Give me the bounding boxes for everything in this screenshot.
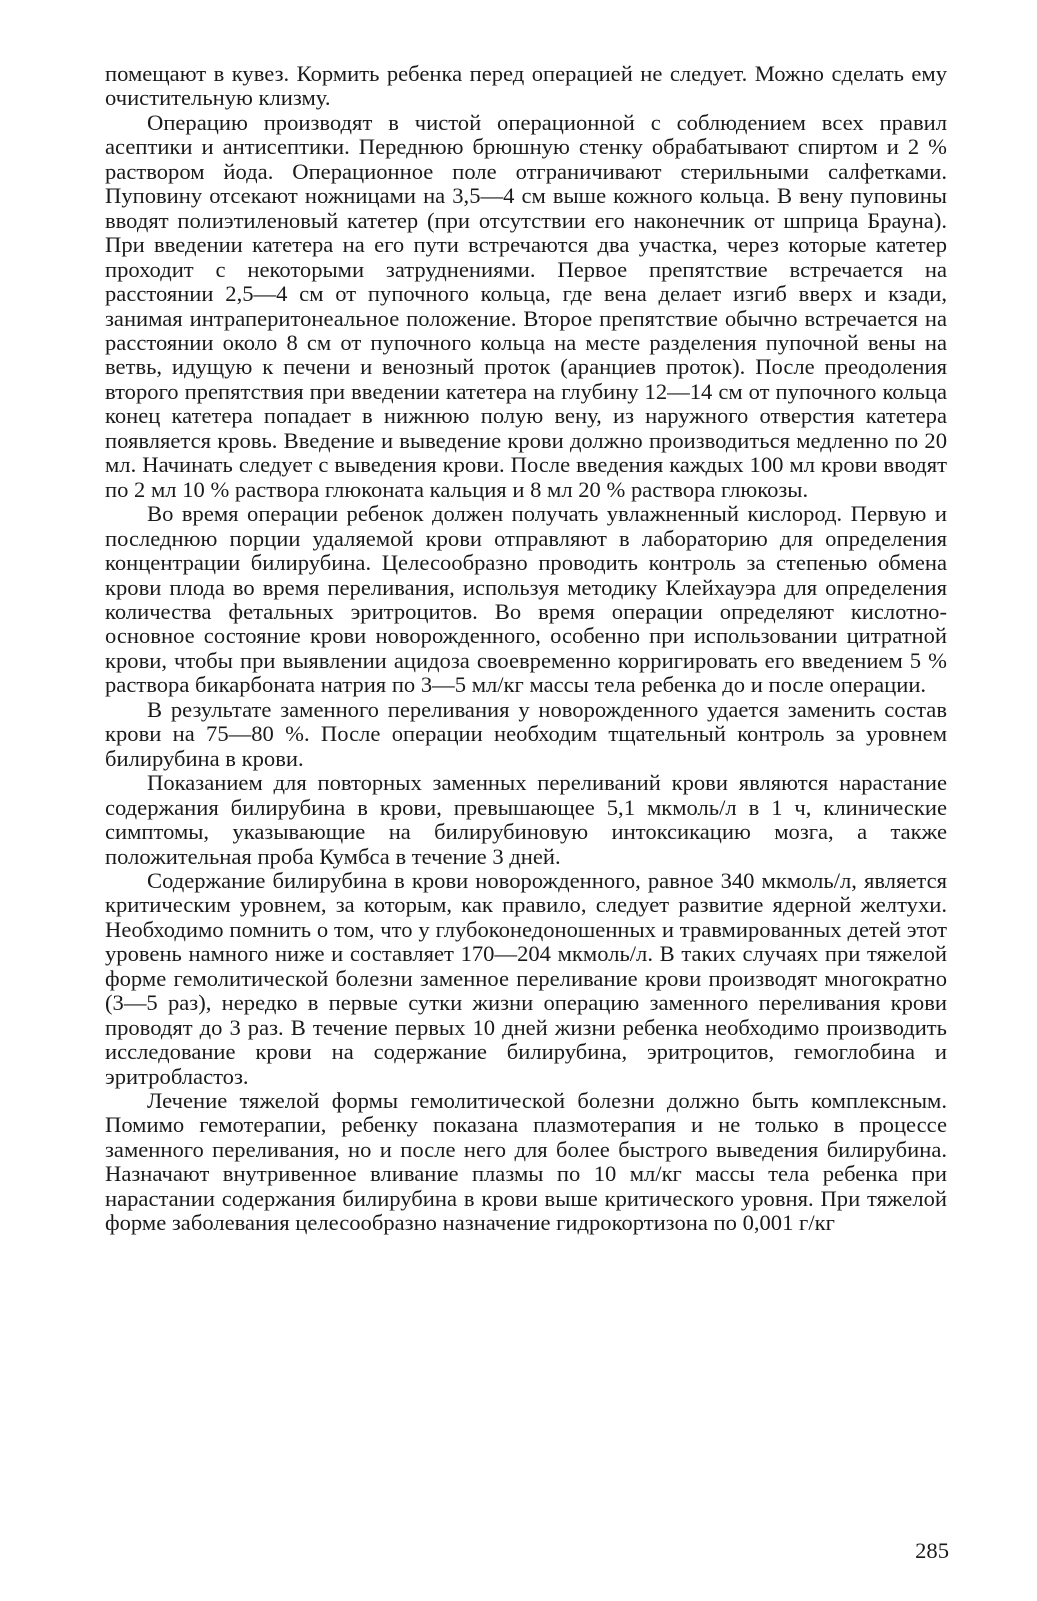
paragraph-7: Лечение тяжелой формы гемолитической болезни должно быть комплексным. Помимо гемотерапии, ребенку показана плазмотерапия и не только в процессе заменного переливания, но и после него для более быстрого выведения билирубина. Назначают внутривенное вливание плазмы по 10 мл/кг массы тела ребенка при нарастании содержания билирубина в крови выше критического уровня. При тяжелой форме заболевания целесообразно назначение гидрокортизона по 0,001 г/кг — [105, 1088, 947, 1236]
paragraph-4: В результате заменного переливания у новорожденного удается заменить состав крови на 75—80 %. После операции необходим тщательный контроль за уровнем билирубина в крови. — [105, 696, 947, 771]
paragraph-6: Содержание билирубина в крови новорожденного, равное 340 мкмоль/л, является критическим уровнем, за которым, как правило, следует развитие ядерной желтухи. Необходимо помнить о том, что у глубоконедоношенных и травмированных детей этот уровень намного ниже и составляет 170—204 мкмоль/л. В таких случаях при тяжелой форме гемолитической болезни заменное переливание крови производят многократно (3—5 раз), нередко в первые сутки жизни операцию заменного переливания крови проводят до 3 раз. В течение первых 10 дней жизни ребенка необходимо производить исследование крови на содержание билирубина, эритроцитов, гемоглобина и эритробластоз. — [105, 867, 947, 1089]
paragraph-2: Операцию производят в чистой операционной с соблюдением всех правил асептики и антисептики. Переднюю брюшную стенку обрабатывают спиртом и 2 % раствором йода. Операционное поле отграничивают стерильными салфетками. Пуповину отсекают ножницами на 3,5—4 см выше кожного кольца. В вену пуповины вводят полиэтиленовый катетер (при отсутствии его наконечник от шприца Брауна). При введении катетера на его пути встречаются два участка, через которые катетер проходит с некоторыми затруднениями. Первое препятствие встречается на расстоянии 2,5—4 см от пупочного кольца, где вена делает изгиб вверх и кзади, занимая интраперитонеальное положение. Второе препятствие обычно встречается на расстоянии около 8 см от пупочного кольца на месте разделения пупочной вены на ветвь, идущую к печени и венозный проток (аранциев проток). После преодоления второго препятствия при введении катетера на глубину 12—14 см от пупочного кольца конец катетера попадает в нижнюю полую вену, из наружного отверстия катетера появляется кровь. Введение и выведение крови должно производиться медленно по 20 мл. Начинать следует с выведения крови. После введения каждых 100 мл крови вводят по 2 мл 10 % раствора глюконата кальция и 8 мл 20 % раствора глюкозы. — [105, 109, 947, 502]
paragraph-3: Во время операции ребенок должен получать увлажненный кислород. Первую и последнюю порции удаляемой крови отправляют в лабораторию для определения концентрации билирубина. Целесообразно проводить контроль за степенью обмена крови плода во время переливания, используя методику Клейхауэра для определения количества фетальных эритроцитов. Во время операции определяют кислотно-основное состояние крови новорожденного, особенно при использовании цитратной крови, чтобы при выявлении ацидоза своевременно корригировать его введением 5 % раствора бикарбоната натрия по 3—5 мл/кг массы тела ребенка до и после операции. — [105, 501, 947, 698]
page-number: 285 — [915, 1538, 949, 1563]
paragraph-5: Показанием для повторных заменных переливаний крови являются нарастание содержания билирубина в крови, превышающее 5,1 мкмоль/л в 1 ч, клинические симптомы, указывающие на билирубиновую интоксикацию мозга, а также положительная проба Кумбса в течение 3 дней. — [105, 770, 947, 869]
paragraph-1: помещают в кувез. Кормить ребенка перед операцией не следует. Можно сделать ему очистительную клизму. — [105, 61, 947, 111]
page-text-body — [105, 62, 947, 1236]
